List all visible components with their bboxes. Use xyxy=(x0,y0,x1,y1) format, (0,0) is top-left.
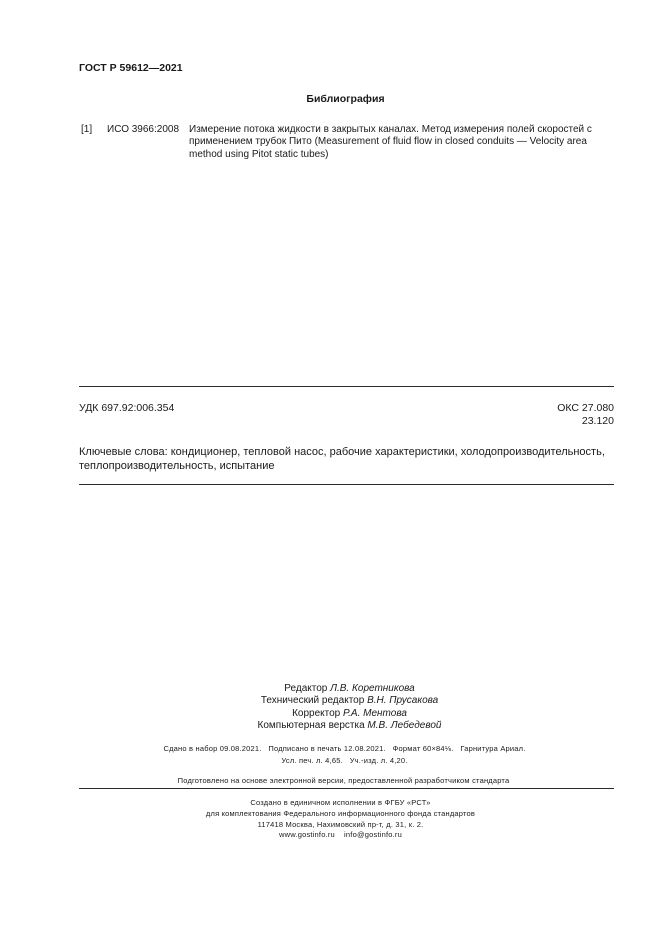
entry-number: [1] xyxy=(81,124,93,135)
entry-standard: ИСО 3966:2008 xyxy=(107,124,180,135)
credit-role: Редактор xyxy=(284,683,328,694)
divider-top xyxy=(79,386,614,387)
print-info-line: Усл. печ. л. 4,65. Уч.-изд. л. 4,20. xyxy=(281,755,408,765)
document-code: ГОСТ Р 59612—2021 xyxy=(79,62,183,74)
credit-role: Компьютерная верстка xyxy=(257,719,365,731)
oks-code-2: 23.120 xyxy=(581,415,614,427)
credit-name: Л.В. Коретникова xyxy=(330,683,415,694)
udk-code: УДК 697.92:006.354 xyxy=(79,402,175,414)
credit-name: Р.А. Ментова xyxy=(343,707,407,719)
print-info-line: Сдано в набор 09.08.2021. Подписано в печать 12.08.2021. Формат 60×84⅛. Гарнитура Ариал. xyxy=(163,744,526,753)
publisher-info xyxy=(0,798,661,841)
publisher-line: www.gostinfo.ru info@gostinfo.ru xyxy=(278,830,402,840)
prepared-note: Подготовлено на основе электронной версии, предоставленной разработчиком стандарта xyxy=(177,776,510,785)
keywords: Ключевые слова: кондиционер, тепловой насос, рабочие характеристики, холодопроизводительность, теплопроизводительность, испытание xyxy=(79,446,605,472)
publisher-line: для комплектования Федерального информационного фонда стандартов xyxy=(205,808,476,818)
publisher-line: Создано в единичном исполнении в ФГБУ «РСТ» xyxy=(250,798,431,807)
credit-role: Корректор xyxy=(292,707,341,719)
credit-corrector xyxy=(38,708,661,720)
credits-block xyxy=(0,683,661,732)
credit-role: Технический редактор xyxy=(260,695,365,707)
oks-code-1: ОКС 27.080 xyxy=(557,402,614,414)
entry-description: Измерение потока жидкости в закрытых каналах. Метод измерения полей скоростей с применением трубок Пито (Measurement of fluid flow in closed conduits — Velocity area method using Pitot static tubes) xyxy=(189,124,592,160)
divider-footer xyxy=(79,788,614,789)
print-info xyxy=(0,743,661,766)
oks-codes xyxy=(557,402,614,428)
credit-name: М.В. Лебедевой xyxy=(367,719,442,731)
divider-middle xyxy=(79,484,614,485)
bibliography-title: Библиография xyxy=(306,93,385,105)
credit-name: В.Н. Прусакова xyxy=(367,695,439,707)
credit-editor xyxy=(38,683,661,695)
credit-tech-editor xyxy=(38,695,661,707)
publisher-line: 117418 Москва, Нахимовский пр-т, д. 31, к. 2. xyxy=(257,819,424,829)
credit-layout xyxy=(38,720,661,732)
